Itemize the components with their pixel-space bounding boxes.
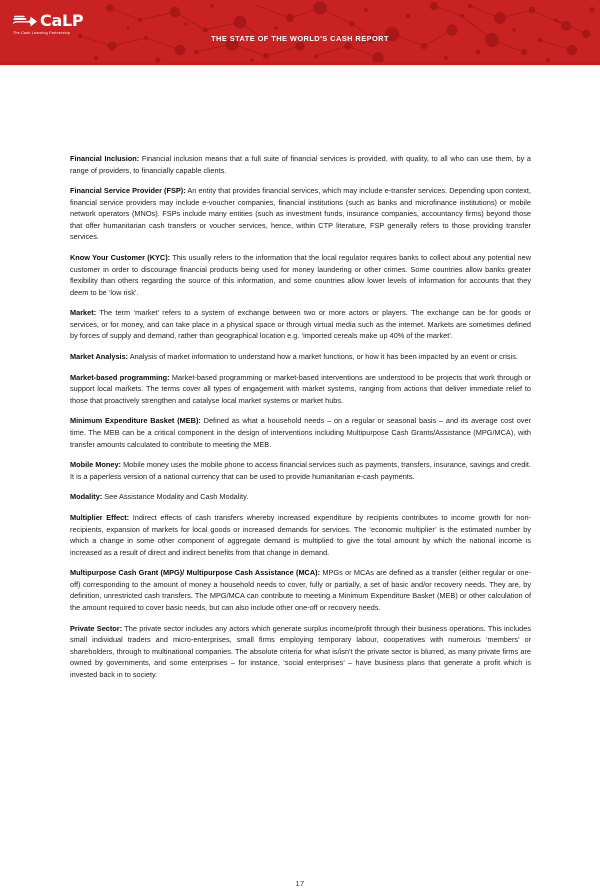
glossary-definition: This usually refers to the information that the local regulator requires banks to collect about any potential new customer in order to discourage financial products being used for money laundering or other crimes. Some countries allow banks greater flexibility than others regarding the source of this information, and some countries allow lower levels of information for accounts that they deem to be ‘low risk’. — [70, 253, 532, 297]
glossary-term: Financial Service Provider (FSP): — [70, 186, 186, 196]
glossary-term: Market Analysis: — [70, 352, 129, 362]
glossary-term: Private Sector: — [70, 623, 123, 633]
glossary-definition: The term ‘market’ refers to a system of exchange between two or more actors or players. The exchange can be for goods or services, or for money, and can take place in a physical space or through virtual media such as the internet. Markets are sometimes defined by forces of supply and demand, rather than geographical location e.g. ‘imported cereals make up 40% of the market’. — [70, 308, 531, 341]
page-footer — [0, 873, 600, 891]
glossary-term: Financial Inclusion: — [70, 154, 140, 163]
glossary-entry — [70, 185, 531, 243]
glossary-term: Market: — [70, 308, 97, 318]
page-number: 17 — [295, 879, 305, 888]
glossary-definition: Defined as what a household needs – on a regular or seasonal basis – and its average cost over time. The MEB can be a critical component in the design of interventions including Multipurpose Cash Grants/Assistance (MPG/MCA), with transfer amounts calculated to contribute to meeting the MEB. — [70, 416, 532, 449]
glossary-term: Market-based programming: — [70, 372, 170, 382]
banner-title-text: THE STATE OF THE WORLD'S CASH REPORT — [211, 34, 389, 43]
hand-icon — [12, 14, 38, 29]
glossary-term: Multiplier Effect: — [70, 512, 130, 522]
glossary-entries — [70, 153, 531, 689]
glossary-entry — [70, 567, 531, 613]
glossary-definition: See Assistance Modality and Cash Modality. — [102, 492, 249, 502]
glossary-entry — [70, 307, 531, 342]
logo-tagline: The Cash Learning Partnership — [13, 31, 71, 35]
glossary-definition: An entity that provides financial services, which may include e-transfer services. Depending upon context, financial service providers may include e-voucher companies, financial institutions (such as banks and microfinance institutions) or mobile network operators (MNOs). FSPs include many entities (such as investment funds, insurance companies, accountancy firms) beyond those that offer humanitarian cash transfers or voucher services, hence, within CTP literature, FSP generally refers to those providing transfer services. — [70, 186, 531, 242]
glossary-entry — [70, 415, 531, 450]
glossary-definition: Mobile money uses the mobile phone to access financial services such as payments, transfers, insurance, savings and credit. It is a paperless version of a national currency that can be used to provide humanitarian e-cash payments. — [70, 460, 532, 481]
glossary-entry — [70, 252, 531, 298]
logo-wordmark: CaLP — [40, 11, 84, 30]
glossary-definition: The private sector includes any actors which generate surplus income/profit through their business operations. This includes small individual traders and micro-enterprises, small firms employing temporary labour, cooperatives with numerous ‘members’ or shareholders, through to multinational companies. The absolute criteria for what is/isn’t the private sector is blurred, as many private firms are owned by governments, and some enterprises – for instance, ‘social enterprises’ – have business plans that generate a profit which is invested back in to society. — [70, 623, 531, 679]
glossary-entry — [70, 491, 531, 503]
glossary-entry — [70, 623, 531, 681]
glossary-entry — [70, 512, 531, 558]
glossary-entry — [70, 372, 531, 407]
glossary-entry — [70, 459, 531, 482]
banner-bottom-edge — [0, 62, 600, 65]
logo-lockup — [12, 13, 83, 29]
glossary-term: Know Your Customer (KYC): — [70, 253, 171, 263]
glossary-definition: MPGs or MCAs are defined as a transfer (either regular or one-off) corresponding to the amount of money a household needs to cover, fully or partially, a set of basic and/or recovery needs. They are, by definition, unrestricted cash transfers. The MPG/MCA can contribute to meeting a Minimum Expenditure Basket (MEB) or other calculation of the amount required to cover basic needs, but can also include other one-off or recovery needs. — [70, 568, 531, 612]
glossary-entry — [70, 351, 531, 363]
glossary-term: Modality: — [70, 492, 103, 502]
glossary-term: Mobile Money: — [70, 460, 122, 470]
glossary-term: Multipurpose Cash Grant (MPG)/ Multipurpose Cash Assistance (MCA): — [70, 568, 321, 578]
glossary-definition: Financial inclusion means that a full suite of financial services is provided, with quality, to all who can use them, by a range of providers, to financially capable clients. — [70, 154, 531, 175]
calp-logo — [12, 13, 83, 36]
glossary-definition: Indirect effects of cash transfers whereby increased expenditure by recipients contributes to income growth for non-recipients, expansion of markets for local goods or increased demands for services. The ‘economic multiplier’ is the estimated number by which a change in some other component of aggregate demand is multiplied to give the total amount by which the national income is increased as a result of direct and indirect benefits from that change in demand. — [70, 512, 531, 557]
glossary-term: Minimum Expenditure Basket (MEB): — [70, 416, 201, 426]
glossary-definition: Market-based programming or market-based interventions are understood to be projects that work through or support local markets. The terms cover all types of engagement with market systems, ranging from actions that deliver immediate relief to those that proactively strengthen and catalyse local market systems or market hubs. — [70, 372, 531, 405]
glossary-definition: Analysis of market information to understand how a market functions, or how it has been impacted by an event or crisis. — [128, 352, 518, 362]
network-pattern-decoration — [0, 0, 600, 65]
page-header-banner — [0, 0, 600, 65]
glossary-entry — [70, 153, 531, 176]
